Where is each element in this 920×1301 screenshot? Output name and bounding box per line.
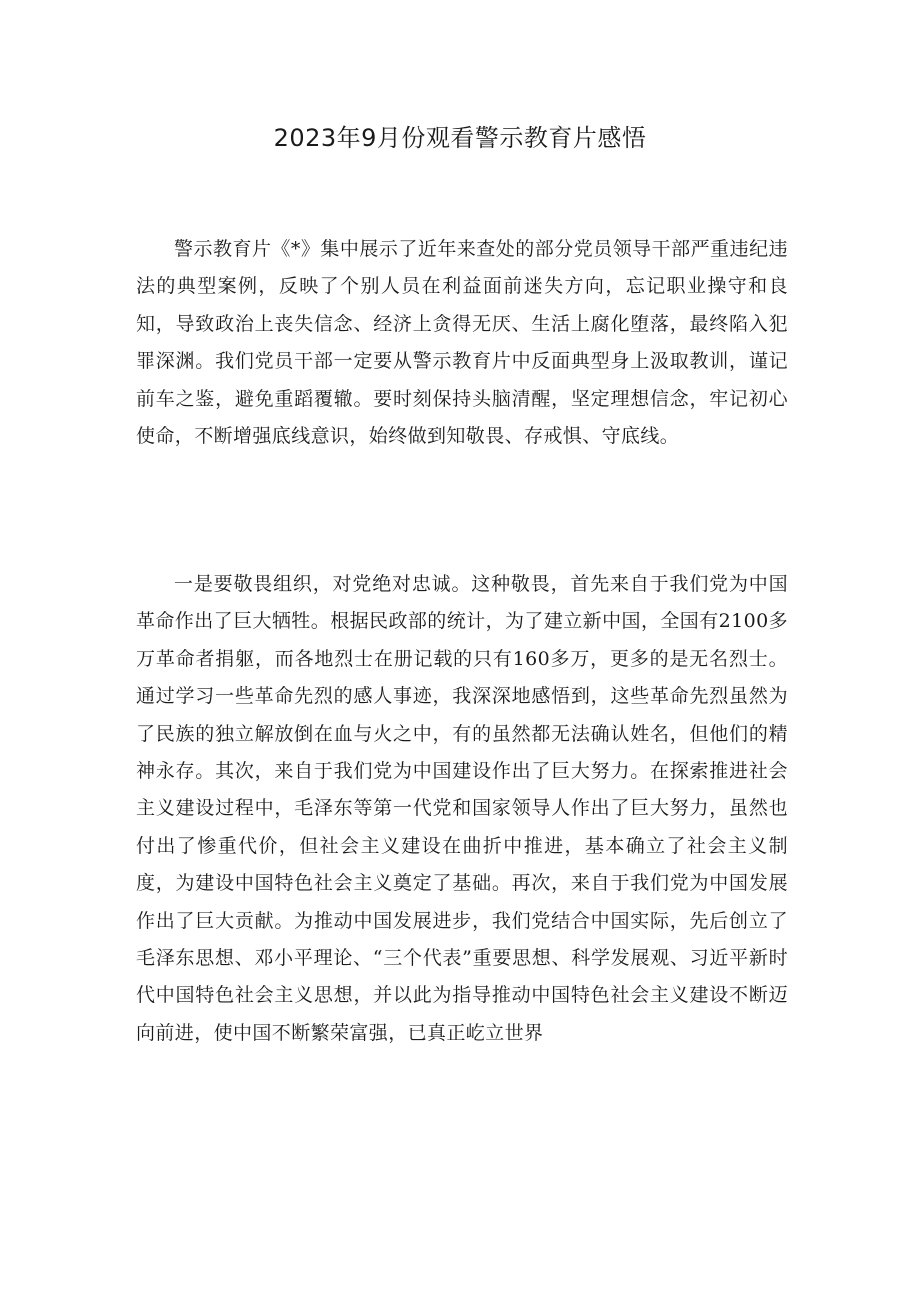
document-title: 2023年9月份观看警示教育片感悟 [273,124,647,152]
body-paragraph-1: 警示教育片《*》集中展示了近年来查处的部分党员领导干部严重违纪违法的典型案例，反映了个别人员在利益面前迷失方向，忘记职业操守和良知，导致政治上丧失信念、经济上贪得无厌、生活上腐化堕落，最终陷入犯罪深渊。我们党员干部一定要从警示教育片中反面典型身上汲取教训，谨记前车之鉴，避免重蹈覆辙。要时刻保持头脑清醒，坚定理想信念，牢记初心使命，不断增强底线意识，始终做到知敬畏、存戒惧、守底线。 [136,238,788,448]
body-paragraph-2: 一是要敬畏组织，对党绝对忠诚。这种敬畏，首先来自于我们党为中国革命作出了巨大牺牲。根据民政部的统计，为了建立新中国，全国有2100多万革命者捐躯，而各地烈士在册记载的只有160多万，更多的是无名烈士。通过学习一些革命先烈的感人事迹，我深深地感悟到，这些革命先烈虽然为了民族的独立解放倒在血与火之中，有的虽然都无法确认姓名，但他们的精神永存。其次，来自于我们党为中国建设作出了巨大努力。在探索推进社会主义建设过程中，毛泽东等第一代党和国家领导人作出了巨大努力，虽然也付出了惨重代价，但社会主义建设在曲折中推进，基本确立了社会主义制度，为建设中国特色社会主义奠定了基础。再次，来自于我们党为中国发展作出了巨大贡献。为推动中国发展进步，我们党结合中国实际，先后创立了毛泽东思想、邓小平理论、“三个代表”重要思想、科学发展观、习近平新时代中国特色社会主义思想，并以此为指导推动中国特色社会主义建设不断迈向前进，使中国不断繁荣富强，已真正屹立世界 [136,573,788,1044]
